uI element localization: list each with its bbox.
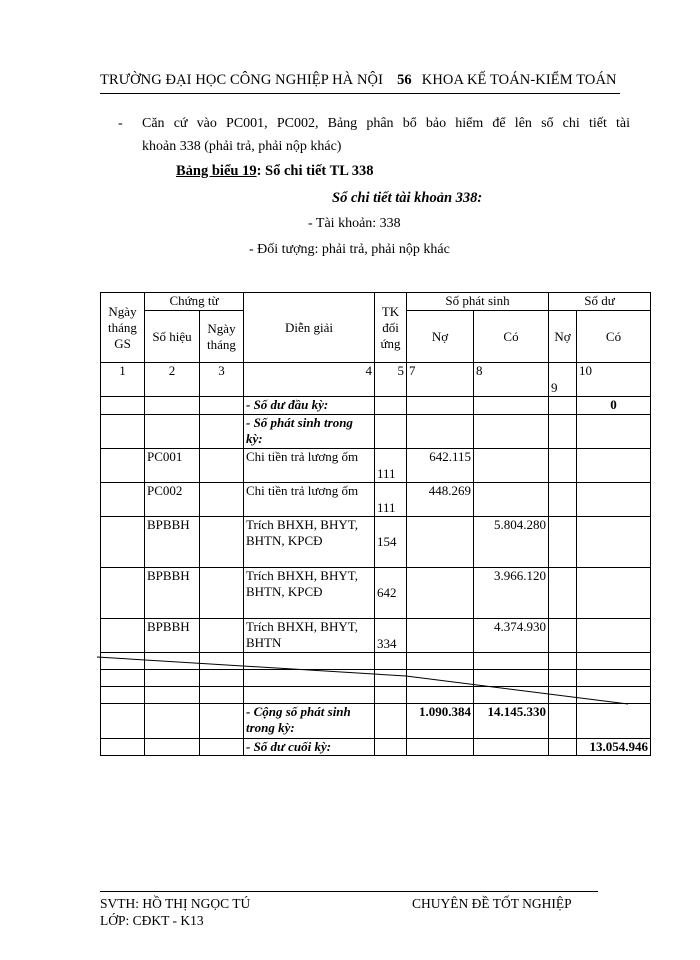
debit [407, 568, 474, 619]
table-row [101, 517, 651, 568]
column-number-row [101, 363, 651, 397]
col-number: 10 [577, 363, 651, 397]
topic-name: CHUYÊN ĐỀ TỐT NGHIỆP [412, 896, 572, 911]
opening-balance: 0 [577, 397, 651, 415]
col-number: 8 [474, 363, 549, 397]
total-credit: 14.145.330 [474, 704, 549, 739]
col-number: 1 [101, 363, 145, 397]
col-number: 2 [145, 363, 200, 397]
empty-row [101, 670, 651, 687]
description: Chi tiền trả lương ốm [244, 449, 375, 483]
voucher-no: PC001 [145, 449, 200, 483]
table-row [101, 483, 651, 517]
bullet-dash: - [118, 116, 123, 131]
header-voucher-no: Số hiệu [145, 311, 200, 363]
header-row-1 [101, 293, 651, 311]
table-row [101, 568, 651, 619]
school-name: TRƯỜNG ĐẠI HỌC CÔNG NGHIỆP HÀ NỘI [100, 72, 384, 88]
col-number: 7 [407, 363, 474, 397]
caption-label: Bảng biểu 19 [176, 163, 257, 179]
student-name: SVTH: HỒ THỊ NGỌC TÚ [100, 896, 251, 911]
faculty-name: KHOA KẾ TOÁN-KIỂM TOÁN [421, 72, 617, 88]
period-label-row [101, 415, 651, 449]
credit: 5.804.280 [474, 517, 549, 568]
period-label: - Số phát sinh trong kỳ: [244, 415, 375, 449]
intro-line-1: Căn cứ vào PC001, PC002, Bảng phân bổ bảo hiểm để lên sổ chi tiết tài [142, 116, 630, 131]
col-number: 5 [375, 363, 407, 397]
header-date-gs: Ngày tháng GS [101, 293, 145, 363]
description: Trích BHXH, BHYT, BHTN, KPCĐ [244, 568, 375, 619]
table-row [101, 619, 651, 653]
header-voucher-date: Ngày tháng [200, 311, 244, 363]
table-row [101, 449, 651, 483]
intro-line-2: khoản 338 (phải trả, phải nộp khác) [142, 139, 342, 154]
description: Chi tiền trả lương ốm [244, 483, 375, 517]
header-bal-credit: Có [577, 311, 651, 363]
description: Trích BHXH, BHYT, BHTN, KPCĐ [244, 517, 375, 568]
header-description: Diễn giải [244, 293, 375, 363]
header-voucher: Chứng từ [145, 293, 244, 311]
header-balance: Số dư [549, 293, 651, 311]
header-movement: Số phát sinh [407, 293, 549, 311]
empty-row [101, 653, 651, 670]
closing-label: - Số dư cuối kỳ: [244, 739, 375, 756]
col-number: 9 [549, 363, 577, 397]
tk: 642 [375, 568, 407, 619]
page-number: 56 [397, 72, 412, 88]
header-debit: Nợ [407, 311, 474, 363]
ledger-title: Sổ chi tiết tài khoản 338: [332, 190, 483, 206]
voucher-no: BPBBH [145, 619, 200, 653]
header-credit: Có [474, 311, 549, 363]
total-debit: 1.090.384 [407, 704, 474, 739]
tk: 111 [375, 483, 407, 517]
voucher-no: BPBBH [145, 517, 200, 568]
ledger-table [100, 292, 651, 756]
debit: 642.115 [407, 449, 474, 483]
description: Trích BHXH, BHYT, BHTN [244, 619, 375, 653]
closing-row [101, 739, 651, 756]
footer-rule [100, 891, 598, 892]
debit [407, 619, 474, 653]
col-number: 3 [200, 363, 244, 397]
caption-text: : Sổ chi tiết TL 338 [256, 163, 374, 179]
total-label: - Cộng số phát sinh trong kỳ: [244, 704, 375, 739]
header-rule [100, 93, 620, 94]
header-tk: TK đối ứng [375, 293, 407, 363]
class-name: LỚP: CĐKT - K13 [100, 913, 204, 928]
opening-label: - Số dư đầu kỳ: [244, 397, 375, 415]
voucher-no: BPBBH [145, 568, 200, 619]
total-row [101, 704, 651, 739]
credit [474, 483, 549, 517]
account-info: - Tài khoản: 338 [308, 216, 401, 231]
debit: 448.269 [407, 483, 474, 517]
opening-row [101, 397, 651, 415]
subject-info: - Đối tượng: phải trả, phải nộp khác [249, 242, 450, 257]
credit [474, 449, 549, 483]
table-caption [176, 163, 374, 180]
tk: 154 [375, 517, 407, 568]
credit: 3.966.120 [474, 568, 549, 619]
header-bal-debit: Nợ [549, 311, 577, 363]
page-header [100, 72, 620, 92]
col-number: 4 [244, 363, 375, 397]
debit [407, 517, 474, 568]
tk: 334 [375, 619, 407, 653]
closing-balance: 13.054.946 [577, 739, 651, 756]
voucher-no: PC002 [145, 483, 200, 517]
credit: 4.374.930 [474, 619, 549, 653]
empty-row [101, 687, 651, 704]
tk: 111 [375, 449, 407, 483]
